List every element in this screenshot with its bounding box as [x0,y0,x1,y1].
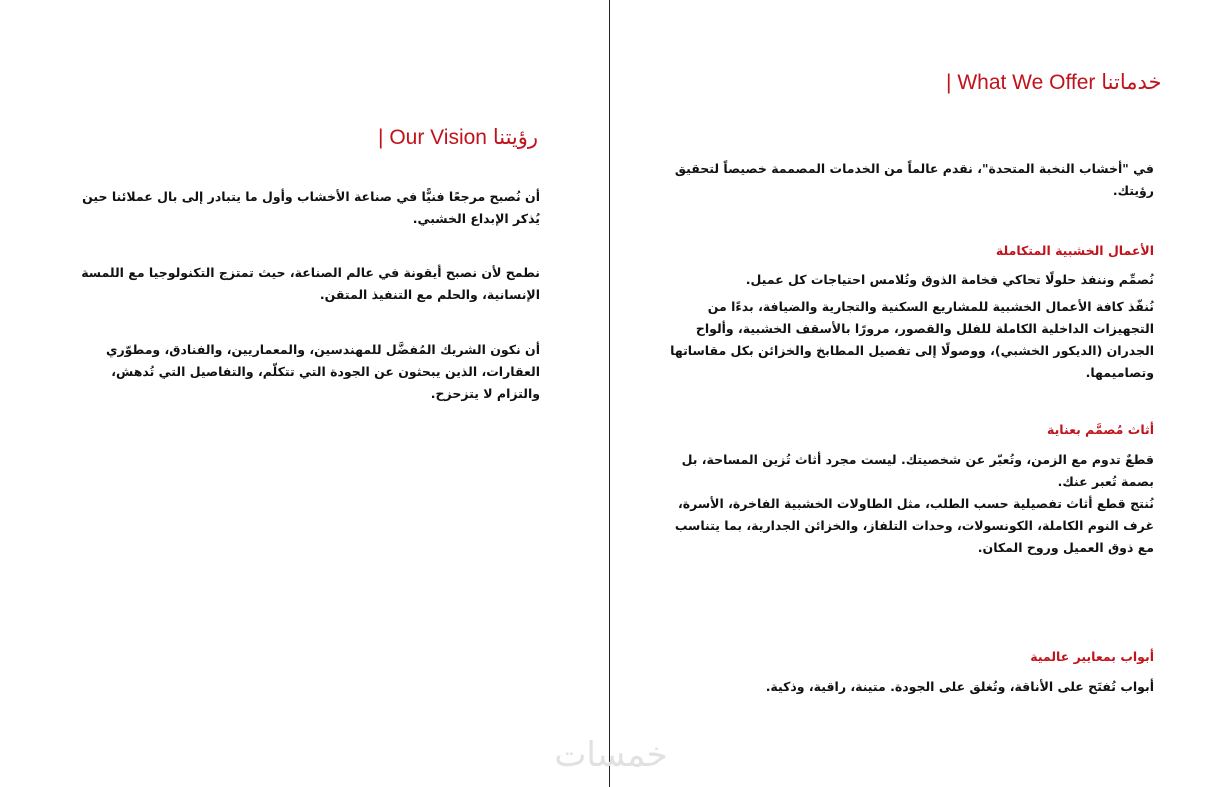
vision-heading [378,125,538,150]
heading-english: Our Vision [389,126,487,149]
right-page [610,0,1220,787]
heading-english: What We Offer [957,71,1096,94]
offer-heading [946,70,1162,95]
heading-separator: | [946,71,952,94]
vision-paragraph-1: أن نُصبح مرجعًا فنيًّا في صناعة الأخشاب وأول ما يتبادر إلى بال عملائنا حين يُذكر الإبداع الخشبي. [82,189,540,226]
section-doors-line1: أبواب تُفتَح على الأناقة، وتُغلق على الجودة. متينة، راقية، وذكية. [765,679,1154,694]
section-title-woodwork: الأعمال الخشبية المتكاملة [995,243,1154,258]
left-page [0,0,609,787]
heading-separator: | [378,126,384,149]
offer-intro: في "أخشاب النخبة المتحدة"، نقدم عالماً من الخدمات المصممة خصيصاً لتحقيق رؤيتك. [674,161,1154,198]
vision-paragraph-2: نطمح لأن نصبح أيقونة في عالم الصناعة، حيث تمتزج التكنولوجيا مع اللمسة الإنسانية، والحلم مع التنفيذ المتقن. [81,265,540,302]
vision-paragraph-3: أن نكون الشريك المُفضَّل للمهندسين، والمعماريين، والفنادق، ومطوّري العقارات، الذين يبحثون عن الجودة التي تتكلّم، والتفاصيل التي تُدهش، والتزام لا يتزحزح. [106,342,540,401]
section-woodwork-line2: نُنفّذ كافة الأعمال الخشبية للمشاريع السكنية والتجارية والضيافة، بدءًا من التجهيزات الداخلية الكاملة للفلل والقصور، مرورًا بالأسقف الخشبية، وألواح الجدران (الديكور الخشبي)، ووصولًا إلى تفصيل المطابخ والخزائن بكل مقاساتها وتصاميمها. [670,299,1154,380]
section-furniture-line1: قطعٌ تدوم مع الزمن، وتُعبّر عن شخصيتك. ليست مجرد أثاث تُزين المساحة، بل بصمة تُعبر عنك. [681,452,1154,489]
section-title-furniture: أثاث مُصمَّم بعناية [1047,422,1154,437]
watermark-logo: خمسات [554,735,668,775]
section-title-doors: أبواب بمعايير عالمية [1030,649,1154,664]
heading-arabic: خدماتنا [1101,71,1162,94]
heading-arabic: رؤيتنا [492,126,539,149]
section-woodwork-line1: نُصمِّم وننفذ حلولًا تحاكي فخامة الذوق وتُلامس احتياجات كل عميل. [745,272,1154,287]
section-furniture-line2: نُنتج قطع أثاث تفصيلية حسب الطلب، مثل الطاولات الخشبية الفاخرة، الأسرة، غرف النوم الكاملة، الكونسولات، وحدات التلفاز، والخزائن الجدارية، بما يتناسب مع ذوق العميل وروح المكان. [674,496,1154,555]
